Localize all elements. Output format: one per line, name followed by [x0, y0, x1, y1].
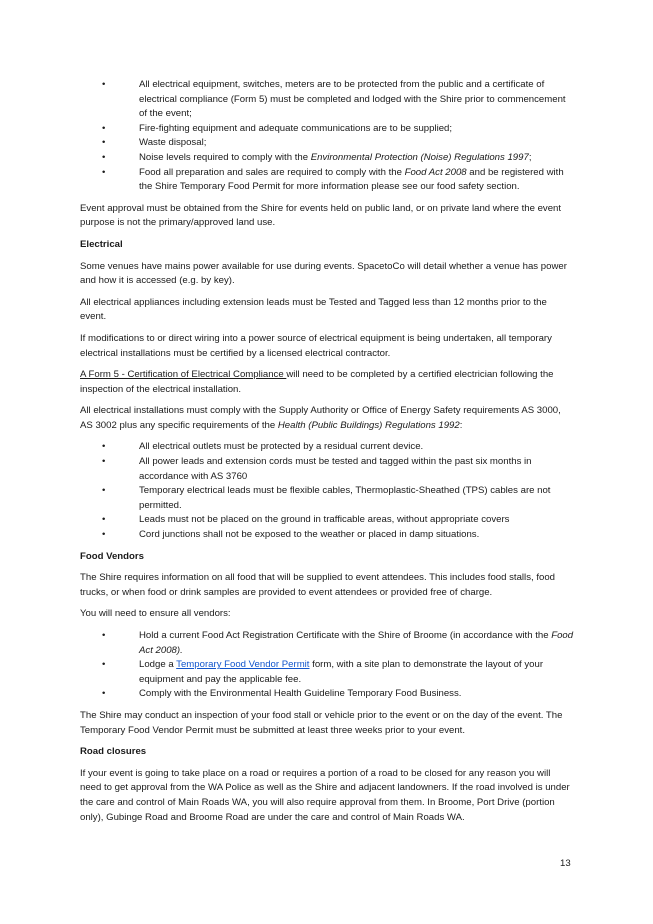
list-item: • Cord junctions shall not be exposed to the weather or placed in damp situations. [80, 528, 574, 543]
list-item: • Noise levels required to comply with the Environmental Protection (Noise) Regulations 1997; [80, 151, 574, 166]
list-item: • Comply with the Environmental Health Guideline Temporary Food Business. [80, 687, 574, 702]
bullet: • [102, 151, 106, 163]
bullet: • [102, 456, 106, 468]
bullet: • [102, 441, 106, 453]
bullet: • [102, 166, 106, 178]
electrical-requirements-list [80, 440, 574, 542]
bullet: • [102, 529, 106, 541]
event-requirements-list [80, 78, 574, 195]
paragraph: The Shire requires information on all food that will be supplied to event attendees. This includes food stalls, food trucks, or when food or drink samples are provided to event attendees or provided free of charge. [80, 572, 555, 598]
form5-reference: A Form 5 - Certification of Electrical Compliance [80, 369, 287, 381]
bullet: • [102, 659, 106, 671]
food-vendors-heading: Food Vendors [80, 550, 144, 562]
bullet: • [102, 630, 106, 641]
temporary-food-vendor-permit-link[interactable]: Temporary Food Vendor Permit [176, 659, 310, 671]
paragraph: The Shire may conduct an inspection of your food stall or vehicle prior to the event or on the day of the event. The Temporary Food Vendor Permit must be submitted at least three weeks prior to your event. [80, 709, 563, 736]
list-item: • Lodge a Temporary Food Vendor Permit form, with a site plan to demonstrate the layout of your equipment and pay the applicable fee. [102, 659, 544, 685]
bullet: • [102, 485, 106, 497]
paragraph: A Form 5 - Certification of Electrical Compliance will need to be completed by a certified electrician following the inspection of the electrical installation. [80, 369, 554, 395]
electrical-heading: Electrical [80, 238, 123, 250]
list-item: • Leads must not be placed on the ground in trafficable areas, without appropriate covers [80, 513, 574, 528]
paragraph: All electrical installations must comply with the Supply Authority or Office of Energy Safety requirements AS 3000, AS 3002 plus any specific requirements of the Health (Public Buildings) Regulations 1992: [80, 405, 561, 431]
bullet: • [102, 688, 106, 700]
paragraph: Some venues have mains power available for use during events. SpacetoCo will detail whether a venue has power and how it is accessed (e.g. by key). [80, 260, 567, 287]
bullet: • [102, 514, 106, 526]
list-item: • All electrical equipment, switches, meters are to be protected from the public and a certificate of electrical compliance (Form 5) must be completed and lodged with the Shire prior to commencement of the event; [102, 79, 566, 120]
list-item: • All electrical outlets must be protected by a residual current device. [80, 440, 574, 455]
list-item: • Waste disposal; [80, 136, 574, 151]
paragraph: If modifications to or direct wiring into a power source of electrical equipment is being undertaken, all temporary electrical installations must be certified by a licensed electrical contractor. [80, 332, 552, 359]
bullet: • [102, 137, 106, 149]
document-page [80, 78, 574, 832]
paragraph: All electrical appliances including extension leads must be Tested and Tagged less than 12 months prior to the event. [80, 296, 547, 323]
event-approval-paragraph: Event approval must be obtained from the Shire for events held on public land, or on private land where the event purpose is not the primary/approved land use. [80, 202, 562, 229]
road-closures-heading: Road closures [80, 746, 147, 758]
paragraph: If your event is going to take place on a road or requires a portion of a road to be closed for any reason you will need to get approval from the WA Police as well as the Shire and adjacent landowners. If the road involved is under the care and control of Main Roads WA, you will also require approval from them. In Broome, Port Drive (portion only), Gubinge Road and Broome Road are under the care and control of Main Roads WA. [80, 767, 570, 823]
vendor-requirements-list [80, 629, 574, 702]
list-item: • All power leads and extension cords must be tested and tagged within the past six months in accordance with AS 3760 [102, 456, 532, 482]
list-item: • Hold a current Food Act Registration Certificate with the Shire of Broome (in accordance with the Food Act 2008). [102, 630, 574, 656]
bullet: • [102, 79, 106, 90]
list-item: • Temporary electrical leads must be flexible cables, Thermoplastic-Sheathed (TPS) cables are not permitted. [102, 485, 551, 511]
list-item: • Food all preparation and sales are required to comply with the Food Act 2008 and be registered with the Shire Temporary Food Permit for more information please see our food safety section. [102, 166, 564, 193]
paragraph: You will need to ensure all vendors: [80, 608, 231, 620]
bullet: • [102, 122, 106, 134]
page-number: 13 [560, 858, 571, 869]
list-item: • Fire-fighting equipment and adequate communications are to be supplied; [80, 122, 574, 137]
